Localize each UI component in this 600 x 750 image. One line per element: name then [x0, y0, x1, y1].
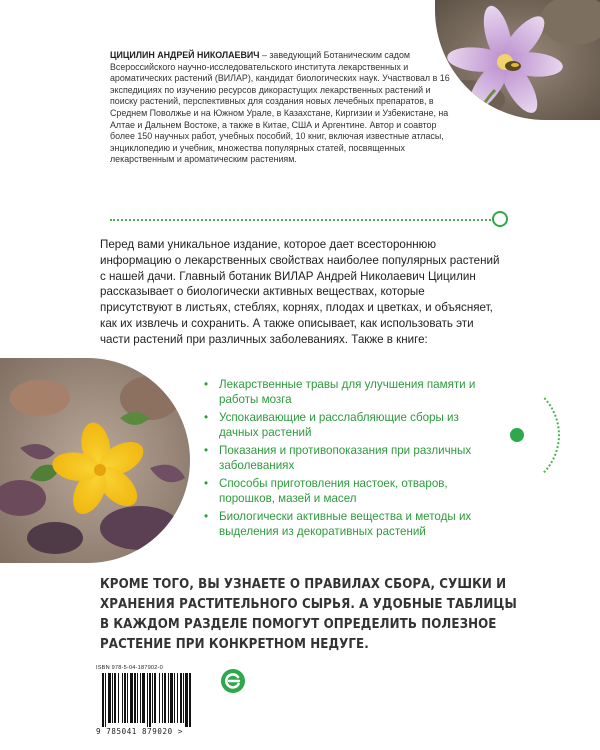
- section-divider: [110, 219, 495, 221]
- barcode-bar: [154, 673, 156, 723]
- crocus-photo: [435, 0, 600, 120]
- isbn-label: ISBN 978-5-04-187902-0: [96, 665, 163, 671]
- barcode-bar: [112, 673, 113, 723]
- barcode-bar: [102, 673, 104, 727]
- barcode-bar: [189, 673, 191, 727]
- barcode-bars: [102, 673, 206, 727]
- barcode-digits: 9 785041 879020 >: [96, 727, 183, 736]
- author-bio-text: – заведующий Ботаническим садом Всероссийского научно-исследовательского института лекарственных и ароматических растений (ВИЛАР), кандидат биологических наук. Участвовал в 16 экспедициях по изучению ресурсов дикорастущих лекарственных растений и поиску растений, перспективных для создания новых лечебных препаратов, в Среднем Поволжье и на Южном Урале, в Казахстане, Киргизии и Узбекистане, на Алтае и Дальнем Востоке, а также в Китае, США и Аргентине. Автор и соавтор более 150 научных работ, учебных пособий, 10 книг, включая известные атласы, энциклопедию и учебник, множества популярных статей, посвященных лекарственным и ароматическим растениям.: [110, 50, 450, 165]
- barcode-bar: [185, 673, 188, 727]
- barcode-bar: [162, 673, 163, 723]
- list-item: • Показания и противопоказания при различных заболеваниях: [204, 444, 489, 473]
- intro-paragraph: Перед вами уникальное издание, которое дает всестороннюю информацию о лекарственных свойствах наиболее популярных растений с нашей дачи. Главный ботаник ВИЛАР Андрей Николаевич Цицилин рассказывает о биологически активных веществах, которые присутствуют в листьях, стеблях, корнях, плодах и цветках, и объясняет, как их извлечь и сохранить. А также описывает, как использовать эти части растений при различных заболеваниях. Также в книге:: [100, 238, 500, 346]
- list-item: • Успокаивающие и расслабляющие сборы из дачных растений: [204, 411, 489, 440]
- barcode-bar: [134, 673, 136, 723]
- barcode-bar: [118, 673, 119, 723]
- barcode-bar: [164, 673, 166, 723]
- barcode: [96, 665, 212, 737]
- barcode-bar: [140, 673, 141, 723]
- publisher-logo-icon: [220, 668, 246, 694]
- barcode-bar: [177, 673, 178, 723]
- barcode-bar: [108, 673, 111, 723]
- author-bio: [110, 50, 450, 166]
- decorative-dotted-arc: [450, 380, 560, 490]
- yellow-flower-photo: [0, 358, 190, 563]
- barcode-bar: [168, 673, 169, 723]
- decorative-green-dot: [510, 428, 524, 442]
- author-name: ЦИЦИЛИН АНДРЕЙ НИКОЛАЕВИЧ: [110, 50, 260, 60]
- list-item: • Лекарственные травы для улучшения памяти и работы мозга: [204, 378, 489, 407]
- barcode-bar: [142, 673, 145, 723]
- feature-list: [204, 378, 489, 543]
- barcode-bar: [124, 673, 126, 723]
- barcode-bar: [147, 673, 148, 727]
- barcode-bar: [130, 673, 133, 723]
- list-item: • Биологически активные вещества и методы их выделения из декоративных растений: [204, 510, 489, 539]
- closing-paragraph: КРОМЕ ТОГО, ВЫ УЗНАЕТЕ О ПРАВИЛАХ СБОРА, СУШКИ И ХРАНЕНИЯ РАСТИТЕЛЬНОГО СЫРЬЯ. А УДОБНЫЕ ТАБЛИЦЫ В КАЖДОМ РАЗДЕЛЕ ПОМОГУТ ОПРЕДЕЛИТЬ ПОЛЕЗНОЕ РАСТЕНИЕ ПРИ КОНКРЕТНОМ НЕДУГЕ.: [100, 577, 517, 652]
- barcode-bar: [152, 673, 153, 723]
- barcode-bar: [137, 673, 138, 723]
- barcode-bar: [170, 673, 173, 723]
- list-item: • Способы приготовления настоек, отваров, порошков, мазей и масел: [204, 477, 489, 506]
- barcode-bar: [183, 673, 184, 723]
- barcode-bar: [105, 673, 106, 727]
- divider-end-circle: [492, 211, 508, 227]
- barcode-bar: [174, 673, 175, 723]
- barcode-bar: [114, 673, 116, 723]
- barcode-bar: [127, 673, 128, 723]
- barcode-bar: [159, 673, 160, 723]
- barcode-bar: [122, 673, 123, 723]
- barcode-bar: [149, 673, 151, 727]
- barcode-bar: [180, 673, 182, 723]
